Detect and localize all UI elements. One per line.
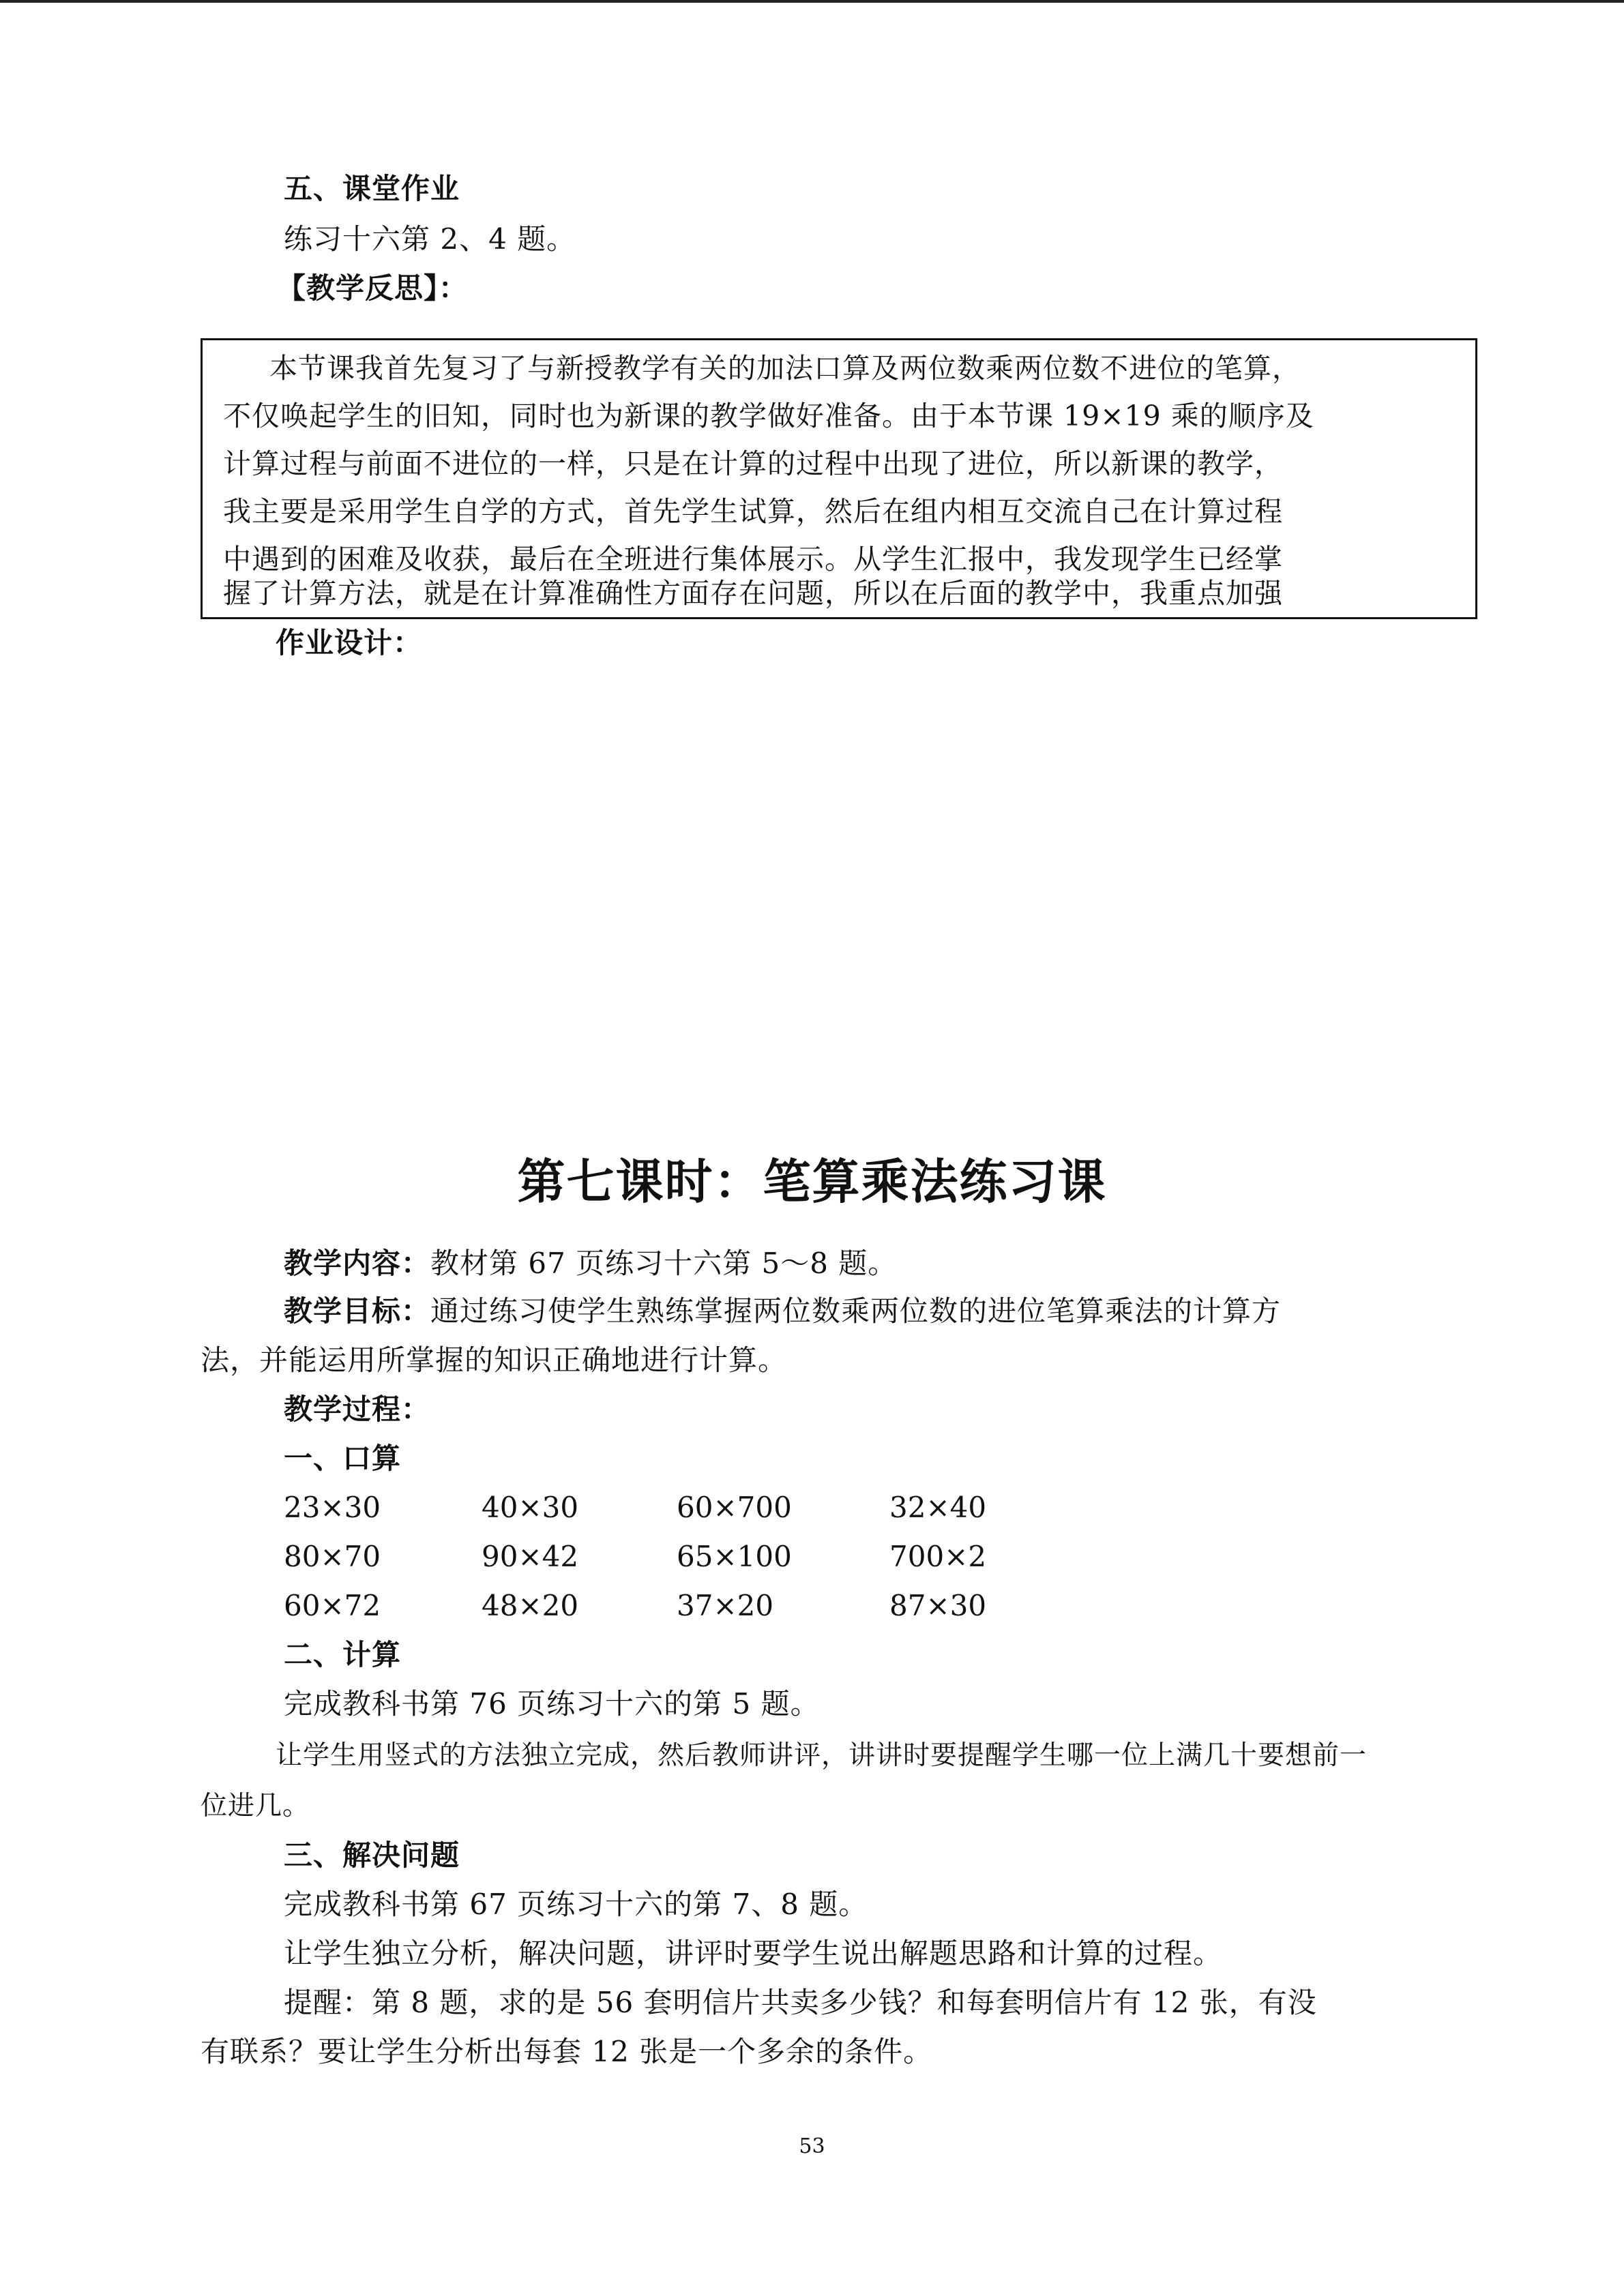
reflection-line: 握了计算方法，就是在计算准确性方面存在问题，所以在后面的教学中，我重点加强 [223,577,1283,610]
section-heading-classwork: 五、课堂作业 [284,172,460,205]
reflection-box [201,338,1477,619]
reminder-text: 提醒：第 8 题，求的是 56 套明信片共卖多少钱？和每套明信片有 12 张，有没 [284,1986,1317,2019]
oral-item: 65×100 [677,1540,792,1573]
reflection-line: 不仅唤起学生的旧知，同时也为新课的教学做好准备。由于本节课 19×19 乘的顺序及 [223,400,1314,432]
solve-heading: 三、解决问题 [284,1838,460,1872]
goal-text: 通过练习使学生熟练掌握两位数乘两位数的进位笔算乘法的计算方 [430,1294,1282,1328]
oral-item: 700×2 [889,1540,987,1573]
calc-heading: 二、计算 [284,1638,402,1671]
teaching-goal [284,1294,1281,1328]
oral-item: 87×30 [889,1589,987,1622]
reflection-line: 中遇到的困难及收获，最后在全班进行集体展示。从学生汇报中，我发现学生已经掌 [223,543,1283,576]
oral-item: 40×30 [482,1491,579,1524]
solve-text-2: 让学生独立分析，解决问题，讲评时要学生说出解题思路和计算的过程。 [284,1937,1223,1970]
homework-design-label: 作业设计： [276,626,423,659]
reflection-line: 我主要是采用学生自学的方式，首先学生试算，然后在组内相互交流自己在计算过程 [223,495,1283,528]
oral-item: 32×40 [889,1491,987,1524]
reflection-line: 本节课我首先复习了与新授教学有关的加法口算及两位数乘两位数不进位的笔算， [269,352,1301,385]
oral-item: 90×42 [482,1540,579,1573]
top-border-rule [0,0,1624,3]
reflection-label: 【教学反思】： [277,271,469,305]
content-label: 教学内容： [284,1247,431,1280]
oral-item: 37×20 [677,1589,774,1622]
goal-label: 教学目标： [284,1294,431,1328]
teaching-content [284,1247,897,1281]
page-number: 53 [799,2134,825,2158]
oral-heading: 一、口算 [284,1442,402,1475]
oral-item: 48×20 [482,1589,579,1622]
goal-text-continued: 法，并能运用所掌握的知识正确地进行计算。 [201,1343,788,1377]
reflection-line: 计算过程与前面不进位的一样，只是在计算的过程中出现了进位，所以新课的教学， [223,447,1283,480]
oral-item: 60×700 [677,1491,792,1524]
lesson-title: 第七课时：笔算乘法练习课 [517,1154,1107,1210]
oral-item: 80×70 [284,1540,381,1573]
reminder-text-continued: 有联系？要让学生分析出每套 12 张是一个多余的条件。 [201,2035,933,2068]
classwork-text: 练习十六第 2、4 题。 [284,222,576,256]
calc-note: 让学生用竖式的方法独立完成，然后教师讲评，讲讲时要提醒学生哪一位上满几十要想前一 [276,1740,1368,1771]
solve-text: 完成教科书第 67 页练习十六的第 7、8 题。 [284,1888,868,1921]
oral-item: 23×30 [284,1491,381,1524]
process-label: 教学过程： [284,1392,431,1426]
oral-item: 60×72 [284,1589,381,1622]
content-text: 教材第 67 页练习十六第 5～8 题。 [430,1247,898,1280]
calc-note-continued: 位进几。 [201,1791,310,1821]
calc-text: 完成教科书第 76 页练习十六的第 5 题。 [284,1687,820,1720]
